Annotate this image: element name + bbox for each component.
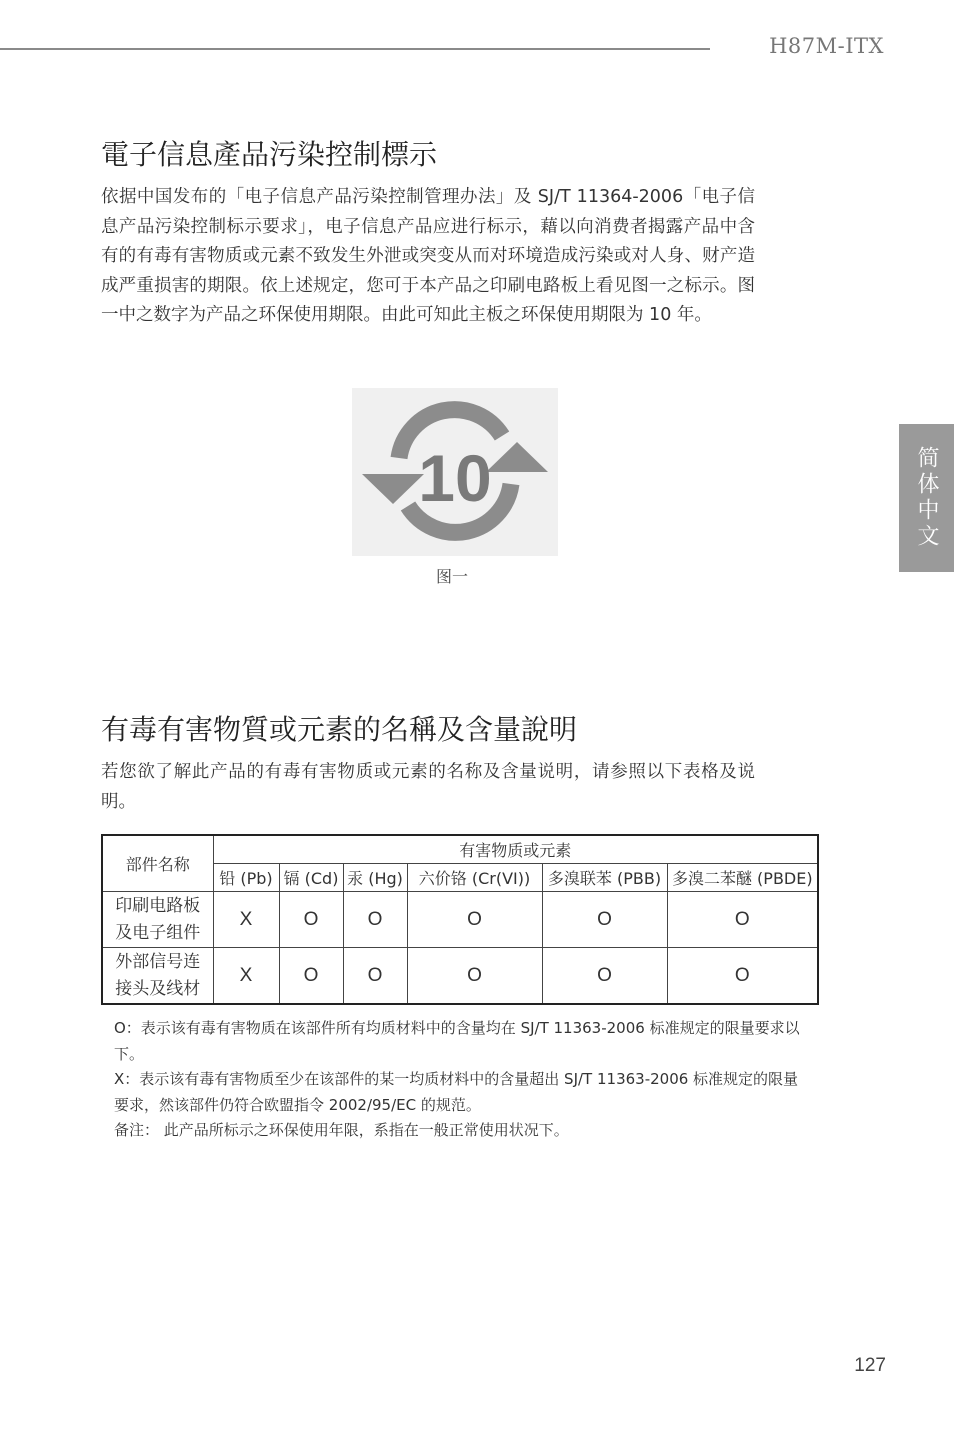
note-remark: 备注： 此产品所标示之环保使用年限，系指在一般正常使用状况下。 <box>114 1121 569 1139</box>
table-cell: O <box>343 948 407 1005</box>
part-name-line: 接头及线材 <box>115 978 201 999</box>
hazard-group-header: 有害物质或元素 <box>213 835 818 864</box>
part-name-cell <box>102 948 213 1005</box>
column-header: 镉 (Cd) <box>279 864 343 892</box>
table-cell: X <box>213 948 279 1005</box>
figure-caption: 图一 <box>435 567 468 586</box>
note-x: X：表示该有毒有害物质至少在该部件的某一均质材料中的含量超出 SJ/T 11363-2006 标准规定的限量要求，然该部件仍符合欧盟指令 2002/95/EC 的规范。 <box>114 1070 799 1114</box>
page-number: 127 <box>854 1355 886 1376</box>
recycle-10-icon <box>352 388 558 556</box>
column-header: 六价铬 (Cr(VI)) <box>407 864 542 892</box>
model-name: H87M-ITX <box>769 34 884 58</box>
hazardous-substance-table <box>101 834 819 1005</box>
note-o: O：表示该有毒有害物质在该部件所有均质材料中的含量均在 SJ/T 11363-2006 标准规定的限量要求以下。 <box>114 1019 800 1063</box>
table-cell: O <box>407 948 542 1005</box>
table-cell: O <box>279 948 343 1005</box>
language-tab[interactable] <box>899 424 954 572</box>
table-notes <box>114 1016 804 1144</box>
table-cell: O <box>343 892 407 948</box>
part-name-cell <box>102 892 213 948</box>
table-cell: O <box>667 948 818 1005</box>
table-cell: O <box>279 892 343 948</box>
table-row <box>102 948 818 1005</box>
epup-10-logo <box>352 388 558 556</box>
years-number: 10 <box>418 441 492 515</box>
table-cell: O <box>667 892 818 948</box>
column-header: 多溴二苯醚 (PBDE) <box>667 864 818 892</box>
part-name-line: 外部信号连 <box>115 951 201 972</box>
table-cell: O <box>542 892 667 948</box>
section2-title: 有毒有害物質或元素的名稱及含量說明 <box>101 713 578 746</box>
part-name-header: 部件名称 <box>102 835 213 892</box>
section2-paragraph: 若您欲了解此产品的有毒有害物质或元素的名称及含量说明，请参照以下表格及说明。 <box>101 762 755 812</box>
column-header: 汞 (Hg) <box>343 864 407 892</box>
header-rule <box>0 48 710 50</box>
column-header: 铅 (Pb) <box>213 864 279 892</box>
section1-paragraph: 依据中国发布的「电子信息产品污染控制管理办法」及 SJ/T 11364-2006「电子信息产品污染控制标示要求」，电子信息产品应进行标示，藉以向消费者揭露产品中含有的有毒有害物质或元素不致发生外泄或突变从而对环境造成污染或对人身、财产造成严重损害的期限。依上述规定，您可于本产品之印刷电路板上看见图一之标示。图一中之数字为产品之环保使用期限。由此可知此主板之环保使用期限为 10 年。 <box>101 187 755 325</box>
section1-title: 電子信息產品污染控制標示 <box>101 138 438 171</box>
table-cell: O <box>542 948 667 1005</box>
table-cell: X <box>213 892 279 948</box>
table-cell: O <box>407 892 542 948</box>
part-name-line: 印刷电路板 <box>115 895 201 916</box>
column-header: 多溴联苯 (PBB) <box>542 864 667 892</box>
table-row <box>102 892 818 948</box>
language-tab-label: 简体中文 <box>914 446 939 550</box>
part-name-line: 及电子组件 <box>115 922 201 943</box>
